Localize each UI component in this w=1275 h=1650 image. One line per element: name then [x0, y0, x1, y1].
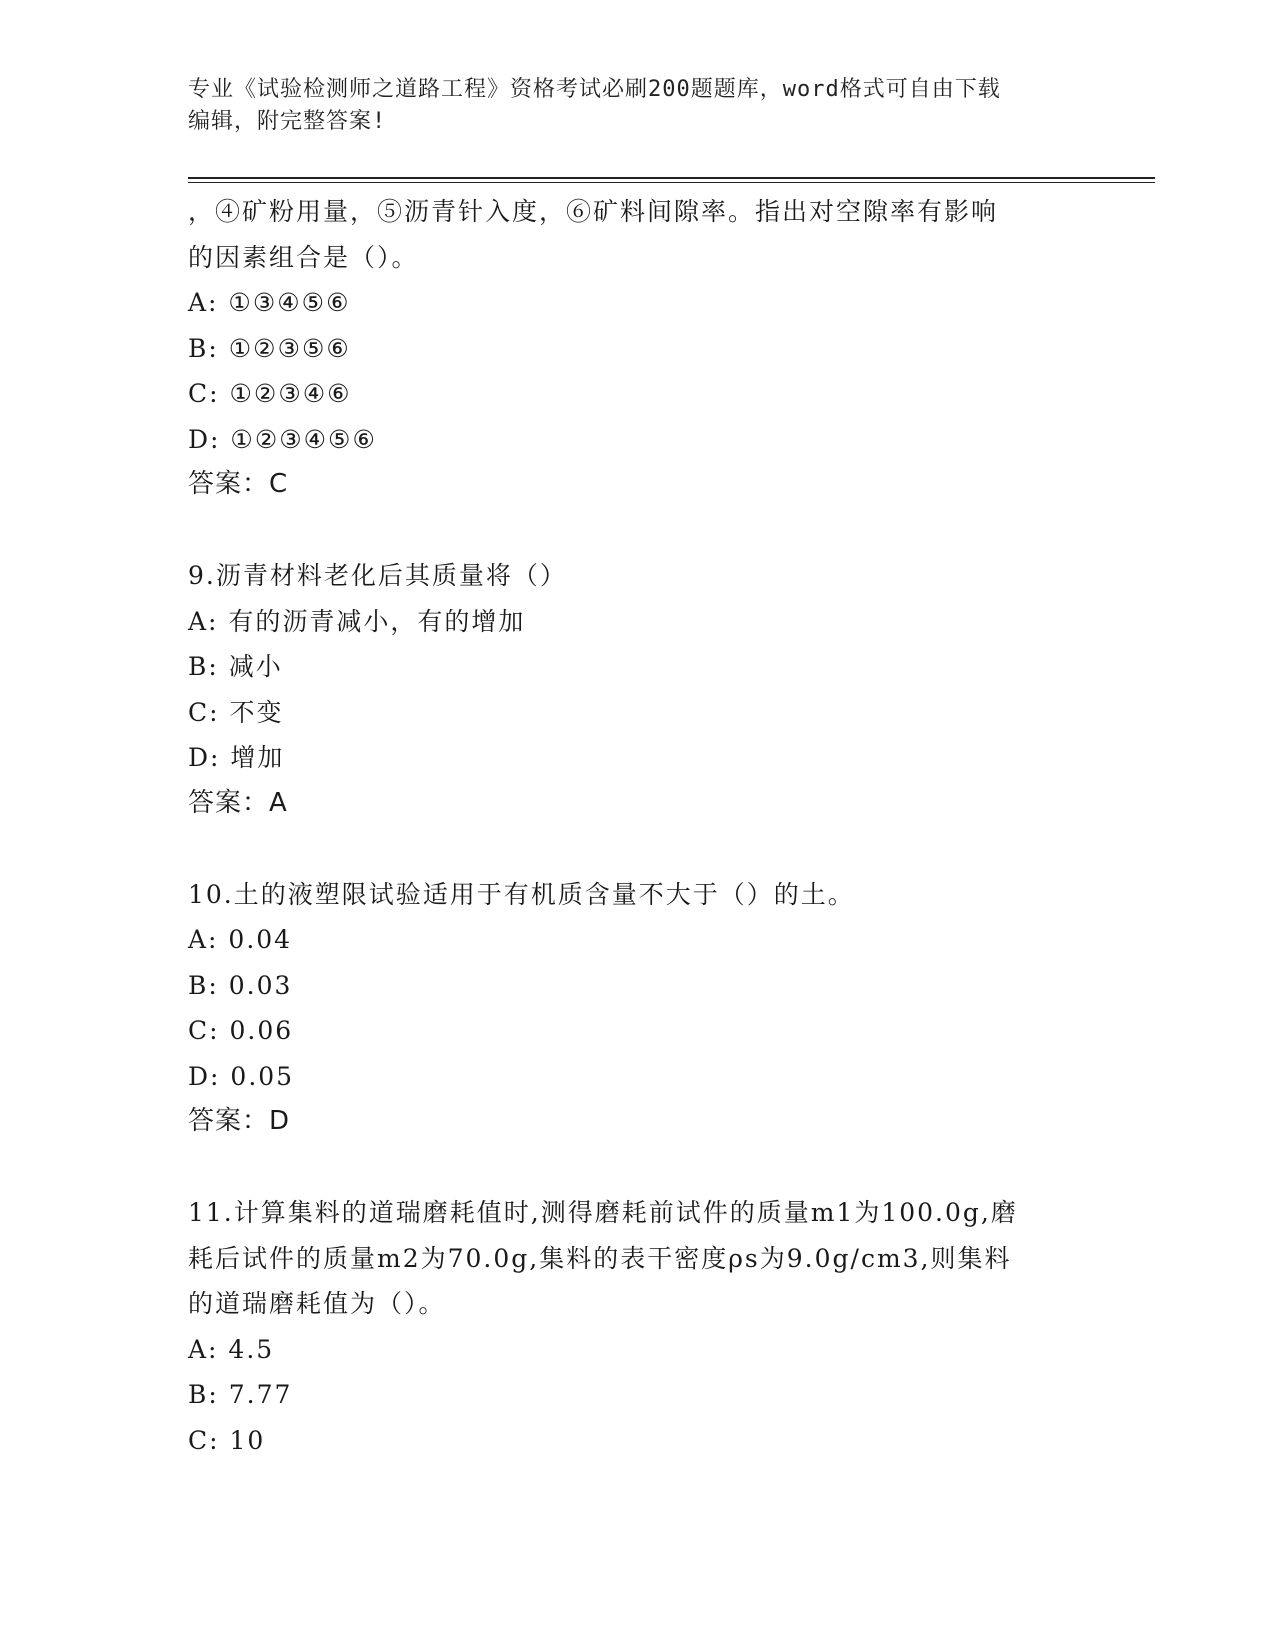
question-11-stem-line-3: 的道瑞磨耗值为（）。	[188, 1289, 446, 1318]
question-11-option-b: B: 7.77	[188, 1380, 293, 1409]
question-8-stem-line-1: ，④矿粉用量，⑤沥青针入度，⑥矿料间隙率。指出对空隙率有影响	[188, 197, 999, 226]
question-8-answer: 答案：C	[188, 469, 289, 499]
header-title-line-2: 编辑，附完整答案!	[188, 109, 387, 134]
header-double-rule	[188, 177, 1155, 183]
question-9-option-d: D: 增加	[188, 743, 285, 772]
question-11-option-a: A: 4.5	[188, 1334, 275, 1364]
spacer	[188, 508, 1088, 554]
question-10-option-c: C: 0.06	[188, 1016, 294, 1045]
question-11-stem-line-2: 耗后试件的质量m2为70.0g,集料的表干密度ρs为9.0g/cm3,则集料	[188, 1243, 1012, 1273]
question-8-option-a: A: ①③④⑤⑥	[188, 288, 351, 317]
question-9-option-b: B: 减小	[188, 652, 283, 681]
question-10-option-a: A: 0.04	[188, 925, 293, 954]
question-11-option-c: C: 10	[188, 1425, 266, 1455]
question-9-answer: 答案：A	[188, 787, 288, 818]
question-8-option-c: C: ①②③④⑥	[188, 379, 352, 408]
question-11	[188, 1190, 1088, 1463]
question-10-option-b: B: 0.03	[188, 970, 293, 1000]
question-9-option-a: A: 有的沥青减小，有的增加	[188, 606, 526, 636]
question-9	[188, 553, 1088, 826]
question-8-option-d: D: ①②③④⑤⑥	[188, 424, 377, 454]
question-8	[188, 189, 1088, 508]
header-title-line-1: 专业《试验检测师之道路工程》资格考试必刷200题题库，word格式可自由下载	[188, 77, 1001, 102]
question-10-option-d: D: 0.05	[188, 1061, 295, 1091]
question-10	[188, 872, 1088, 1145]
question-8-option-b: B: ①②③⑤⑥	[188, 333, 351, 363]
question-9-stem: 9.沥青材料老化后其质量将（）	[188, 561, 567, 590]
question-11-stem-line-1: 11.计算集料的道瑞磨耗值时,测得磨耗前试件的质量m1为100.0g,磨	[188, 1198, 1018, 1227]
question-10-answer: 答案：D	[188, 1106, 291, 1136]
question-8-stem-line-2: 的因素组合是（）。	[188, 242, 419, 272]
question-9-option-c: C: 不变	[188, 697, 284, 727]
spacer	[188, 826, 1088, 872]
spacer	[188, 1145, 1088, 1191]
page-header	[188, 74, 1068, 138]
question-10-stem: 10.土的液塑限试验适用于有机质含量不大于（）的土。	[188, 879, 855, 909]
question-content	[188, 189, 1088, 1463]
